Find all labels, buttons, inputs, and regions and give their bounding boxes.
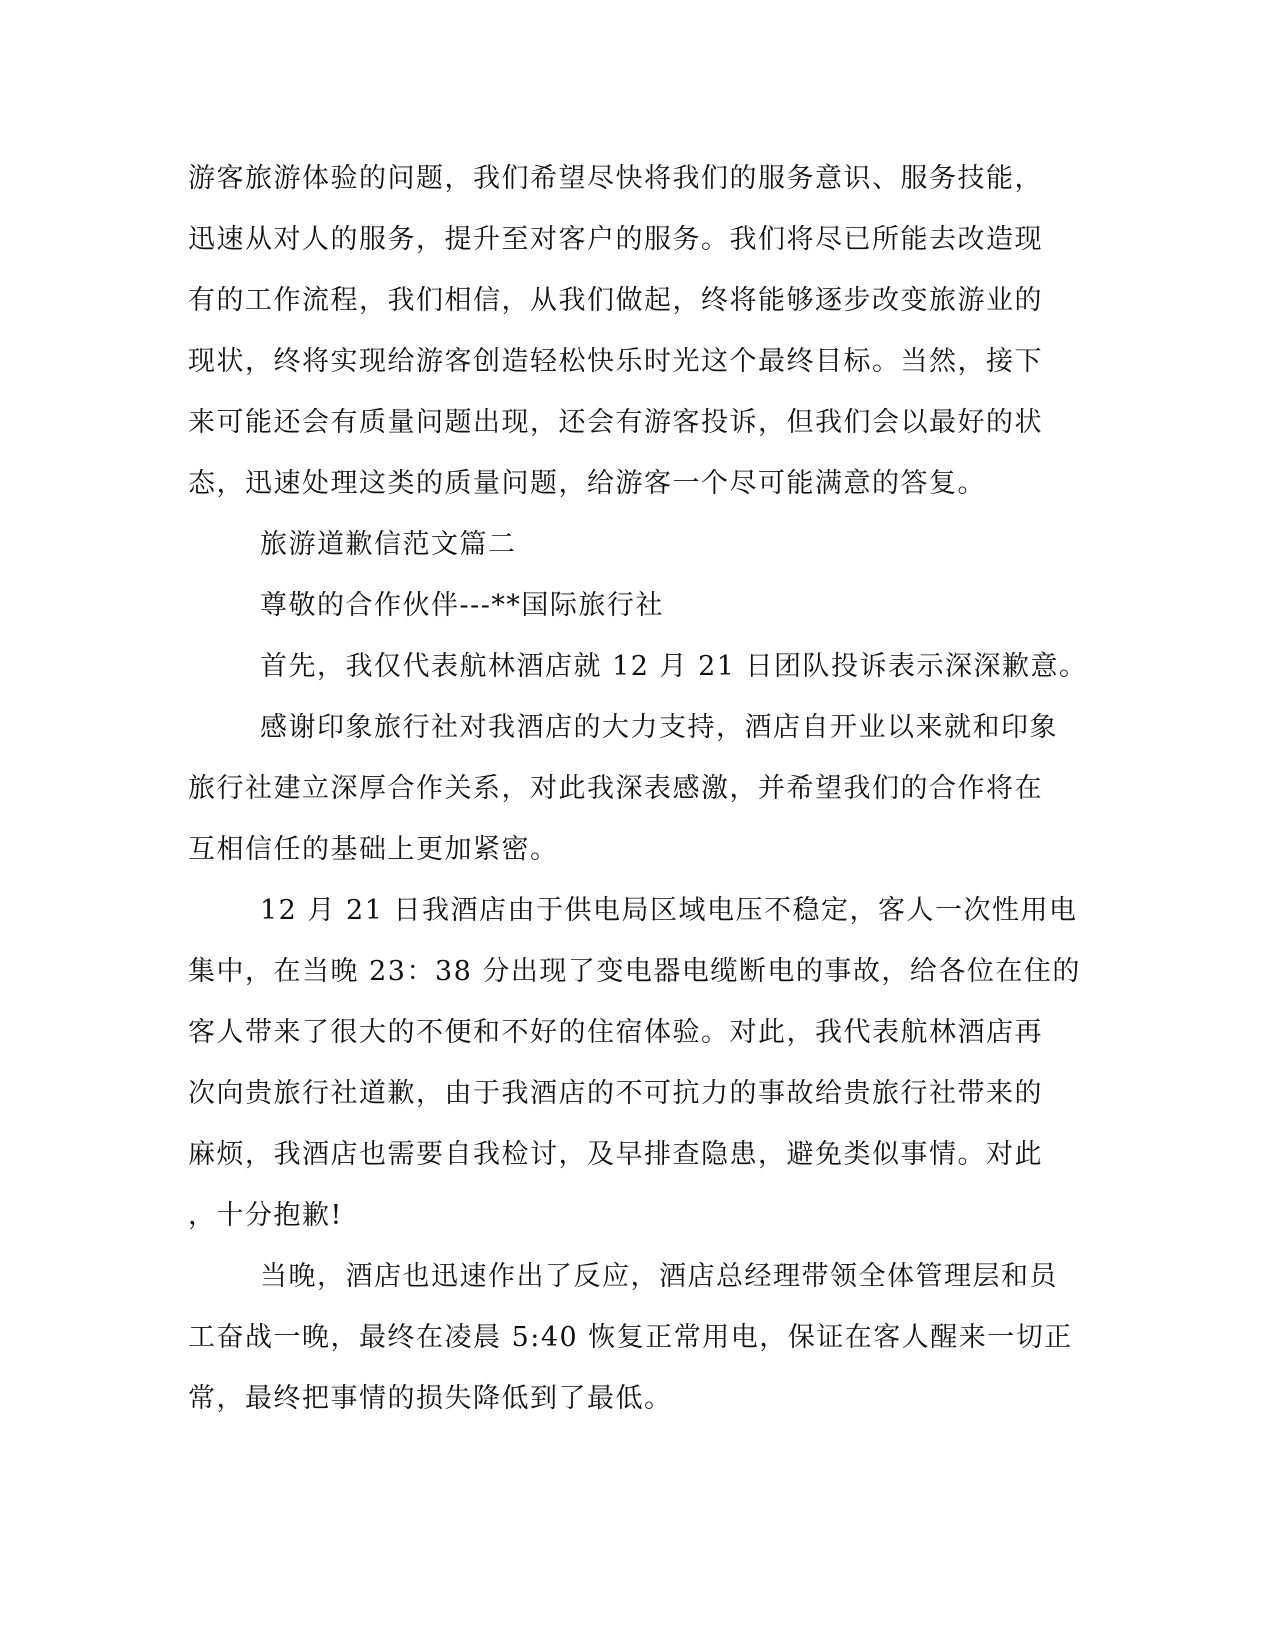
text-line: 态，迅速处理这类的质量问题，给游客一个尽可能满意的答复。 <box>188 468 986 499</box>
text-line: 游客旅游体验的问题，我们希望尽快将我们的服务意识、服务技能， <box>188 163 1043 194</box>
text-line: 感谢印象旅行社对我酒店的大力支持，酒店自开业以来就和印象 <box>260 712 1058 743</box>
paragraph-1 <box>188 148 1048 514</box>
text-line: 集中，在当晚 23：38 分出现了变电器电缆断电的事故，给各位在住的 <box>188 956 1081 987</box>
text-line: 来可能还会有质量问题出现，还会有游客投诉，但我们会以最好的状 <box>188 407 1043 438</box>
paragraph-3 <box>188 697 1058 880</box>
text-line: 12 月 21 日我酒店由于供电局区域电压不稳定，客人一次性用电 <box>260 895 1078 926</box>
text-line: 当晚，酒店也迅速作出了反应，酒店总经理带领全体管理层和员 <box>260 1261 1058 1292</box>
text-line: 有的工作流程，我们相信，从我们做起，终将能够逐步改变旅游业的 <box>188 285 1043 316</box>
text-line: 常，最终把事情的损失降低到了最低。 <box>188 1383 673 1414</box>
text-line: 麻烦，我酒店也需要自我检讨，及早排查隐患，避免类似事情。对此 <box>188 1139 1043 1170</box>
text-line: 现状，终将实现给游客创造轻松快乐时光这个最终目标。当然，接下 <box>188 346 1043 377</box>
salutation: 尊敬的合作伙伴---**国际旅行社 <box>260 590 664 621</box>
text-line: 首先，我仅代表航林酒店就 12 月 21 日团队投诉表示深深歉意。 <box>260 651 1088 682</box>
text-line: 次向贵旅行社道歉，由于我酒店的不可抗力的事故给贵旅行社带来的 <box>188 1078 1043 1109</box>
text-line: 工奋战一晚，最终在凌晨 5:40 恢复正常用电，保证在客人醒来一切正 <box>188 1322 1073 1353</box>
paragraph-2 <box>188 636 1088 697</box>
text-line: 客人带来了很大的不便和不好的住宿体验。对此，我代表航林酒店再 <box>188 1017 1043 1048</box>
paragraph-4 <box>188 880 1081 1246</box>
text-line: ，十分抱歉! <box>188 1200 343 1231</box>
paragraph-5 <box>188 1246 1073 1429</box>
text-line: 旅行社建立深厚合作关系，对此我深表感激，并希望我们的合作将在 <box>188 773 1043 804</box>
text-line: 迅速从对人的服务，提升至对客户的服务。我们将尽已所能去改造现 <box>188 224 1043 255</box>
text-line: 互相信任的基础上更加紧密。 <box>188 834 559 865</box>
document-body <box>188 148 1088 1429</box>
section-heading: 旅游道歉信范文篇二 <box>260 529 517 560</box>
